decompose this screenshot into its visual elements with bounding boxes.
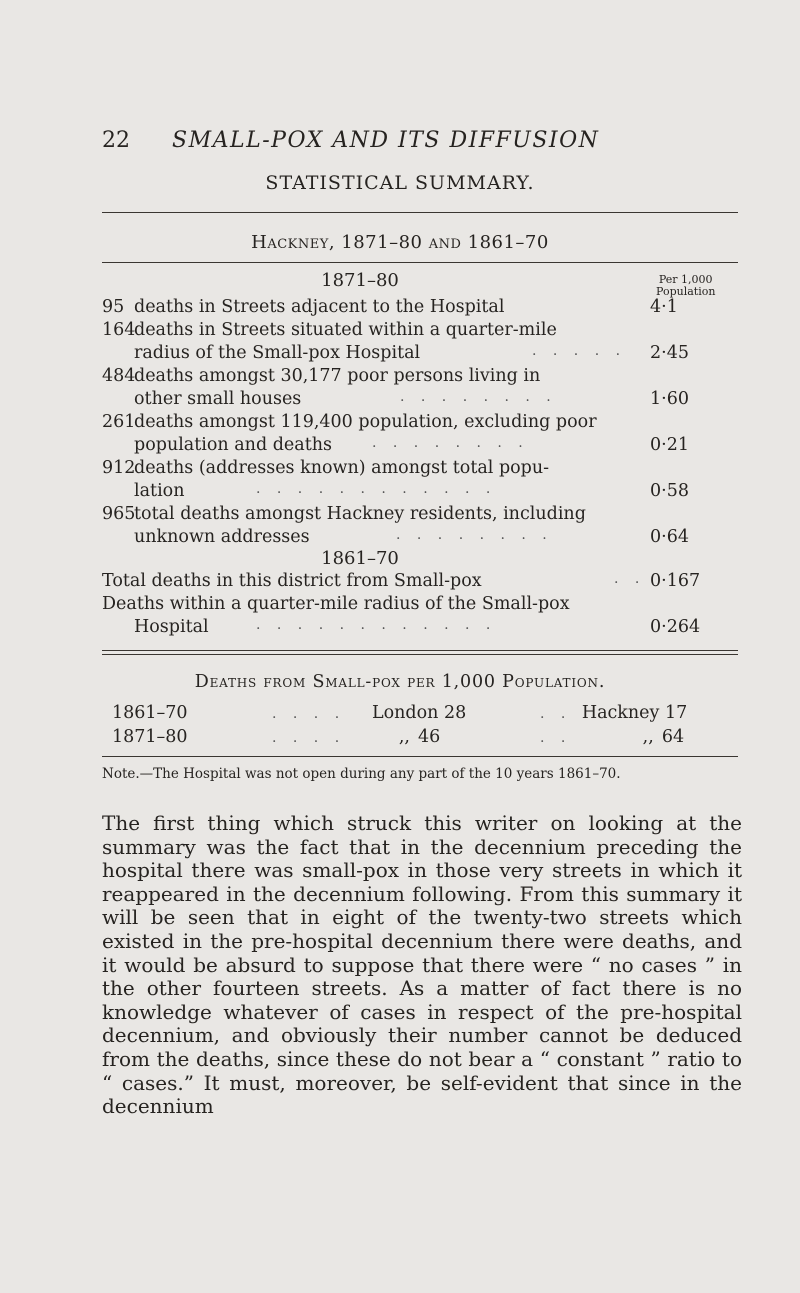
row-count: 164 bbox=[102, 320, 136, 340]
hackney-label: Hackney bbox=[581, 703, 660, 723]
row-text: deaths amongst 119,400 population, excluding poor bbox=[134, 412, 597, 432]
rule-under-comparison bbox=[102, 756, 738, 757]
row-count: 261 bbox=[102, 412, 136, 432]
row-count: 912 bbox=[102, 458, 136, 478]
leader-dots: . . . . bbox=[272, 730, 346, 746]
page-number: 22 bbox=[102, 128, 130, 153]
body-paragraph bbox=[102, 812, 742, 1119]
leader-dots: . . . . . bbox=[532, 343, 627, 359]
hackney-value: 64 bbox=[661, 727, 685, 747]
row-text: total deaths amongst Hackney residents, including bbox=[134, 504, 586, 524]
note: Note.—The Hospital was not open during any part of the 10 years 1861–70. bbox=[102, 766, 621, 782]
table-subheading: Hackney, 1871–80 and 1861–70 bbox=[251, 232, 549, 253]
leader-dots: . . bbox=[540, 706, 582, 722]
running-head bbox=[102, 128, 599, 153]
london-label: London bbox=[372, 703, 439, 723]
row-value: 2·45 bbox=[650, 343, 689, 363]
leader-dots: . . . . bbox=[272, 706, 346, 722]
rule-mid-1 bbox=[102, 650, 738, 651]
row-value: 4·1 bbox=[650, 297, 678, 317]
table-row bbox=[102, 458, 549, 478]
table-row bbox=[102, 412, 597, 432]
london-label: ,, bbox=[398, 727, 410, 747]
row-value: 0·58 bbox=[650, 481, 689, 501]
table-row bbox=[102, 366, 540, 386]
london-value: 28 bbox=[444, 703, 467, 723]
table-row: Total deaths in this district from Small-pox bbox=[102, 571, 482, 591]
row-value: 1·60 bbox=[650, 389, 689, 409]
comparison-period: 1871–80 bbox=[112, 727, 188, 747]
london-value: 46 bbox=[418, 727, 441, 747]
comparison-hackney bbox=[540, 703, 687, 723]
table-row: Deaths within a quarter-mile radius of the Small-pox bbox=[102, 594, 570, 614]
comparison-row bbox=[112, 727, 440, 747]
row-value: 0·167 bbox=[650, 571, 701, 591]
leader-dots: . . bbox=[540, 730, 582, 746]
table-row bbox=[102, 504, 586, 524]
column-header bbox=[656, 274, 715, 298]
leader-dots: . . . . . . . . bbox=[400, 389, 557, 405]
row-text: deaths in Streets situated within a quarter-mile bbox=[134, 320, 557, 340]
row-text: deaths amongst 30,177 poor persons living in bbox=[134, 366, 541, 386]
row-value: 0·264 bbox=[650, 617, 701, 637]
leader-dots: . . . . . . . . bbox=[372, 435, 529, 451]
row-text-cont: lation bbox=[134, 481, 185, 501]
table-row bbox=[102, 297, 504, 317]
period-heading-1871-80: 1871–80 bbox=[321, 270, 399, 291]
row-text-cont: unknown addresses bbox=[134, 527, 310, 547]
rule-mid-2 bbox=[102, 654, 738, 655]
row-count: 484 bbox=[102, 366, 136, 386]
body-text: The first thing which struck this writer on looking at the summary was the fact that in the decennium preceding the hospital there was small-pox in those very streets in which it reappeared in the decennium following. From this summary it will be seen that in eight of the twenty-two streets which existed in the pre-hospital decennium there were deaths, and it would be absurd to suppose that there were “ no cases ” in the other fourteen streets. As a matter of fact there is no knowledge whatever of cases in respect of the pre-hospital decennium, and obviously their number cannot be deduced from the deaths, since these do not bear a “ constant ” ratio to “ cases.” It must, moreover, be self-evident that since in the decennium bbox=[102, 811, 742, 1119]
period-heading-1861-70: 1861–70 bbox=[321, 548, 399, 569]
rule-under-subheading bbox=[102, 262, 738, 263]
column-header-line1: Per 1,000 bbox=[658, 273, 713, 286]
row-value: 0·21 bbox=[650, 435, 689, 455]
comparison-title: Deaths from Small-pox per 1,000 Population. bbox=[194, 672, 606, 692]
row-text-cont: radius of the Small-pox Hospital bbox=[134, 343, 421, 363]
comparison-hackney bbox=[540, 727, 684, 747]
rule-top bbox=[102, 212, 738, 213]
row-count: 95 bbox=[102, 297, 125, 317]
leader-dots: . . . . . . . . . . . . bbox=[256, 617, 497, 633]
section-heading: STATISTICAL SUMMARY. bbox=[265, 172, 535, 194]
row-text-cont: other small houses bbox=[134, 389, 302, 409]
row-text: deaths in Streets adjacent to the Hospital bbox=[134, 297, 505, 317]
row-text-cont: population and deaths bbox=[134, 435, 332, 455]
comparison-period: 1861–70 bbox=[112, 703, 188, 723]
hackney-label: ,, bbox=[642, 727, 654, 747]
hackney-value: 17 bbox=[665, 703, 688, 723]
row-text-cont: Hospital bbox=[134, 617, 209, 637]
column-header-line2: Population bbox=[656, 285, 716, 298]
comparison-row bbox=[112, 703, 466, 723]
row-value: 0·64 bbox=[650, 527, 689, 547]
row-text: deaths (addresses known) amongst total popu- bbox=[134, 458, 550, 478]
running-title: SMALL-POX AND ITS DIFFUSION bbox=[172, 128, 600, 153]
row-count: 965 bbox=[102, 504, 136, 524]
leader-dots: . . . . . . . . bbox=[396, 527, 553, 543]
leader-dots: . . . . . . . . . . . . bbox=[256, 481, 497, 497]
table-row bbox=[102, 320, 557, 340]
leader-dots: . . bbox=[614, 571, 646, 587]
